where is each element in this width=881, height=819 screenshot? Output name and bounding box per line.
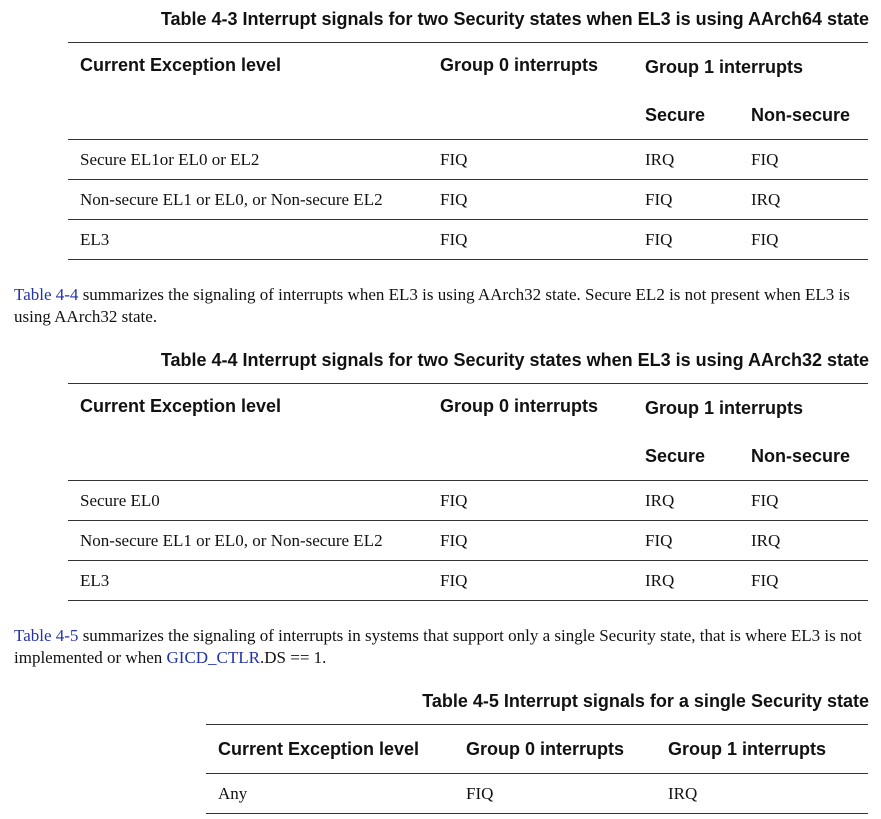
paragraph-text: summarizes the signaling of interrupts when EL3 is using AArch32 state. Secure EL2 is not present when EL3 is using AArch32 state. xyxy=(14,285,850,326)
paragraph-table-4-4-intro xyxy=(14,284,874,328)
header-secure: Secure xyxy=(645,104,706,125)
cell-group0: FIQ xyxy=(428,140,633,180)
paragraph-text: .DS == 1. xyxy=(260,648,327,667)
header-group-1-interrupts: Group 1 interrupts xyxy=(633,384,868,433)
cell-secure: IRQ xyxy=(633,481,739,521)
gicd-ctlr-link[interactable]: GICD_CTLR xyxy=(166,648,260,667)
table-4-5-link[interactable]: Table 4-5 xyxy=(14,626,79,645)
cell-non-secure: IRQ xyxy=(739,521,868,561)
cell-level: EL3 xyxy=(68,220,428,260)
cell-non-secure: FIQ xyxy=(739,220,868,260)
paragraph-table-4-5-intro xyxy=(14,625,874,669)
cell-secure: FIQ xyxy=(633,220,739,260)
header-current-exception-level: Current Exception level xyxy=(68,384,428,481)
table-4-4-caption: Table 4-4 Interrupt signals for two Security states when EL3 is using AArch32 state xyxy=(160,350,869,370)
cell-level: Non-secure EL1 or EL0, or Non-secure EL2 xyxy=(68,521,428,561)
cell-level: Non-secure EL1 or EL0, or Non-secure EL2 xyxy=(68,180,428,220)
header-group-0-interrupts: Group 0 interrupts xyxy=(428,43,633,140)
cell-level: EL3 xyxy=(68,561,428,601)
cell-secure: FIQ xyxy=(633,180,739,220)
cell-group0: FIQ xyxy=(428,220,633,260)
header-group-1-interrupts: Group 1 interrupts xyxy=(656,725,868,774)
cell-group0: FIQ xyxy=(454,774,656,814)
paragraph-text: summarizes the signaling of interrupts in systems that support only a single Security state, that is where EL3 is not implemented or when xyxy=(14,626,862,667)
header-current-exception-level: Current Exception level xyxy=(206,725,454,774)
cell-non-secure: IRQ xyxy=(739,180,868,220)
cell-secure: IRQ xyxy=(633,561,739,601)
cell-secure: FIQ xyxy=(633,521,739,561)
header-group-0-interrupts: Group 0 interrupts xyxy=(428,384,633,481)
table-4-4 xyxy=(68,383,868,601)
table-row xyxy=(68,140,868,180)
table-4-3 xyxy=(68,42,868,260)
cell-non-secure: FIQ xyxy=(739,481,868,521)
cell-group0: FIQ xyxy=(428,521,633,561)
header-secure: Secure xyxy=(645,445,706,466)
table-row xyxy=(68,561,868,601)
header-non-secure: Non-secure xyxy=(751,445,851,466)
cell-level: Secure EL1or EL0 or EL2 xyxy=(68,140,428,180)
table-4-4-link[interactable]: Table 4-4 xyxy=(14,285,79,304)
table-4-3-caption: Table 4-3 Interrupt signals for two Security states when EL3 is using AArch64 state xyxy=(160,9,869,29)
table-4-5 xyxy=(206,724,868,814)
cell-group0: FIQ xyxy=(428,481,633,521)
cell-level: Secure EL0 xyxy=(68,481,428,521)
header-group-1-interrupts: Group 1 interrupts xyxy=(633,43,868,92)
table-row xyxy=(206,774,868,814)
cell-non-secure: FIQ xyxy=(739,140,868,180)
table-row xyxy=(68,481,868,521)
cell-group1: IRQ xyxy=(656,774,868,814)
header-group-0-interrupts: Group 0 interrupts xyxy=(454,725,656,774)
table-row xyxy=(68,180,868,220)
header-non-secure: Non-secure xyxy=(751,104,851,125)
cell-group0: FIQ xyxy=(428,180,633,220)
header-current-exception-level: Current Exception level xyxy=(68,43,428,140)
table-row xyxy=(68,521,868,561)
cell-non-secure: FIQ xyxy=(739,561,868,601)
cell-group0: FIQ xyxy=(428,561,633,601)
cell-secure: IRQ xyxy=(633,140,739,180)
cell-level: Any xyxy=(206,774,454,814)
table-row xyxy=(68,220,868,260)
table-4-5-caption: Table 4-5 Interrupt signals for a single Security state xyxy=(422,691,869,711)
